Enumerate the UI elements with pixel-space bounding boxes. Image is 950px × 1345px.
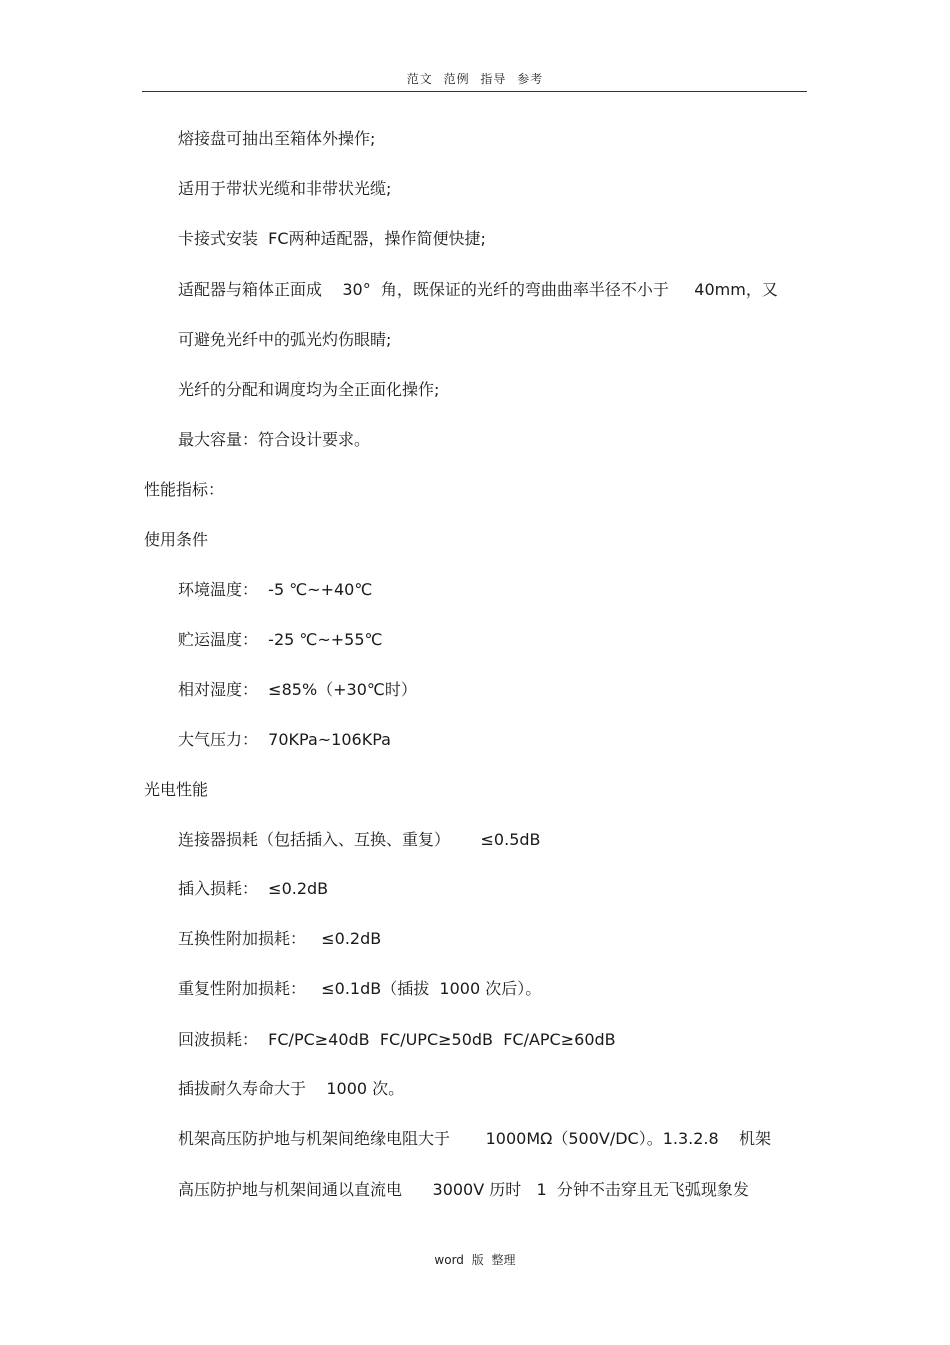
text-line: 卡接式安装 FC两种适配器，操作简便快捷; [178,229,486,248]
text-line: 适用于带状光缆和非带状光缆; [178,179,392,198]
text-line: 光纤的分配和调度均为全正面化操作; [178,380,440,399]
text-line: 贮运温度： -25 ℃~+55℃ [178,630,383,649]
text-line: 连接器损耗（包括插入、互换、重复） ≤0.5dB [178,830,541,849]
text-line: 高压防护地与机架间通以直流电 3000V 历时 1 分钟不击穿且无飞弧现象发 [178,1180,749,1199]
text-line: 可避免光纤中的弧光灼伤眼睛; [178,330,392,349]
section-heading: 光电性能 [144,780,209,799]
text-line: 环境温度： -5 ℃~+40℃ [178,580,373,599]
section-heading: 使用条件 [144,530,209,549]
text-line: 大气压力： 70KPa~106KPa [178,730,391,749]
text-line: 回波损耗： FC/PC≥40dB FC/UPC≥50dB FC/APC≥60dB [178,1030,616,1049]
page-header: 范文 范例 指导 参考 [406,72,544,86]
page-footer: word 版 整理 [434,1253,516,1267]
text-line: 插入损耗： ≤0.2dB [178,879,329,898]
text-line: 机架高压防护地与机架间绝缘电阻大于 1000MΩ（500V/DC）。1.3.2.8 机架 [178,1129,772,1148]
text-line: 适配器与箱体正面成 30° 角，既保证的光纤的弯曲曲率半径不小于 40mm，又 [178,280,778,299]
text-line: 相对湿度： ≤85%（+30℃时） [178,680,417,699]
section-heading: 性能指标： [144,480,225,499]
text-line: 插拔耐久寿命大于 1000 次。 [178,1079,405,1098]
text-line: 互换性附加损耗： ≤0.2dB [178,929,382,948]
text-line: 重复性附加损耗： ≤0.1dB（插拔 1000 次后）。 [178,979,542,998]
header-rule [142,91,807,92]
text-line: 熔接盘可抽出至箱体外操作; [178,129,376,148]
text-line: 最大容量：符合设计要求。 [178,430,371,449]
